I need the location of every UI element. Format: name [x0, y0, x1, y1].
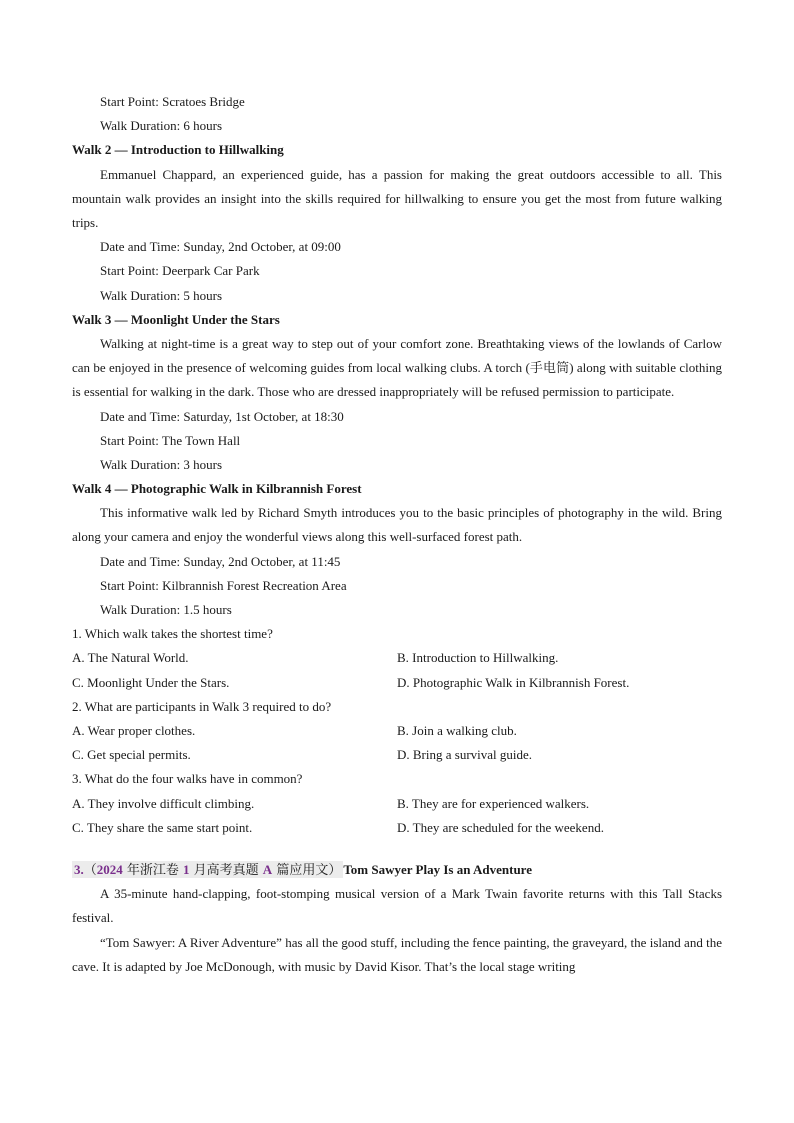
- question-1-option-d: D. Photographic Walk in Kilbrannish Forest.: [397, 674, 630, 690]
- walk3-duration: Walk Duration: 3 hours: [100, 456, 223, 472]
- walk1-start-point: Start Point: Scratoes Bridge: [100, 94, 245, 109]
- section-3-paragraph-2: “Tom Sawyer: A River Adventure” has all the good stuff, including the fence painting, the graveyard, the island and the cave. It is adapted by Joe McDonough, with music by David Kisor. That’s the local stage writing: [72, 934, 722, 974]
- walk4-title: Walk 4 — Photographic Walk in Kilbrannish Forest: [72, 481, 362, 497]
- question-1-option-a: A. The Natural World.: [72, 650, 189, 666]
- walk3-start-point: Start Point: The Town Hall: [100, 432, 241, 448]
- question-2-option-c: C. Get special permits.: [72, 747, 191, 763]
- section-3-heading: [72, 858, 722, 882]
- section-3-source-tag: 3.（2024 年浙江卷 1 月高考真题 A 篇应用文）: [74, 861, 342, 878]
- question-2-option-d: D. Bring a survival guide.: [397, 747, 533, 763]
- walk3-title: Walk 3 — Moonlight Under the Stars: [72, 311, 280, 327]
- question-2-stem: 2. What are participants in Walk 3 required to do?: [72, 698, 332, 714]
- walk4-date: Date and Time: Sunday, 2nd October, at 11:45: [100, 553, 341, 569]
- section-3-paragraph-1: A 35-minute hand-clapping, foot-stomping musical version of a Mark Twain favorite returns with this Tall Stacks festival.: [72, 886, 722, 926]
- walk2-start-point: Start Point: Deerpark Car Park: [100, 263, 260, 279]
- document-page: [72, 90, 722, 979]
- question-3-option-a: A. They involve difficult climbing.: [72, 795, 255, 811]
- question-3: [72, 767, 722, 840]
- question-1-option-c: C. Moonlight Under the Stars.: [72, 674, 230, 690]
- question-1: [72, 622, 722, 695]
- question-2-option-a: A. Wear proper clothes.: [72, 723, 196, 738]
- question-2: [72, 695, 722, 768]
- walk1-duration: Walk Duration: 6 hours: [100, 118, 223, 134]
- walk2-description: Emmanuel Chappard, an experienced guide, has a passion for making the great outdoors accessible to all. This mountain walk provides an insight into the skills required for hillwalking to ensure you get the most from future walking trips.: [72, 166, 722, 230]
- walk4-duration: Walk Duration: 1.5 hours: [100, 602, 232, 618]
- walk3-date: Date and Time: Saturday, 1st October, at 18:30: [100, 408, 344, 424]
- question-1-option-b: B. Introduction to Hillwalking.: [397, 650, 559, 666]
- question-3-option-d: D. They are scheduled for the weekend.: [397, 819, 604, 835]
- walk3-description: Walking at night-time is a great way to step out of your comfort zone. Breathtaking views of the lowlands of Carlow can be enjoyed in the presence of welcoming guides from local walking clubs. A torch (手电筒) along with suitable clothing is essential for walking in the dark. Those who are dressed inappropriately will be refused permission to participate.: [72, 335, 722, 400]
- walk2-title: Walk 2 — Introduction to Hillwalking: [72, 142, 284, 158]
- walk2-duration: Walk Duration: 5 hours: [100, 287, 223, 303]
- question-1-stem: 1. Which walk takes the shortest time?: [72, 626, 273, 642]
- question-3-stem: 3. What do the four walks have in common?: [72, 771, 303, 787]
- walk2-date: Date and Time: Sunday, 2nd October, at 09:00: [100, 239, 341, 255]
- question-3-option-c: C. They share the same start point.: [72, 819, 253, 835]
- section-3-title: Tom Sawyer Play Is an Adventure: [343, 861, 532, 877]
- walk4-start-point: Start Point: Kilbrannish Forest Recreation Area: [100, 577, 347, 593]
- walk4-description: This informative walk led by Richard Smyth introduces you to the basic principles of photography in the wild. Bring along your camera and enjoy the wonderful views along this well-surfaced forest path.: [72, 505, 722, 545]
- question-2-option-b: B. Join a walking club.: [397, 723, 517, 738]
- question-3-option-b: B. They are for experienced walkers.: [397, 795, 590, 811]
